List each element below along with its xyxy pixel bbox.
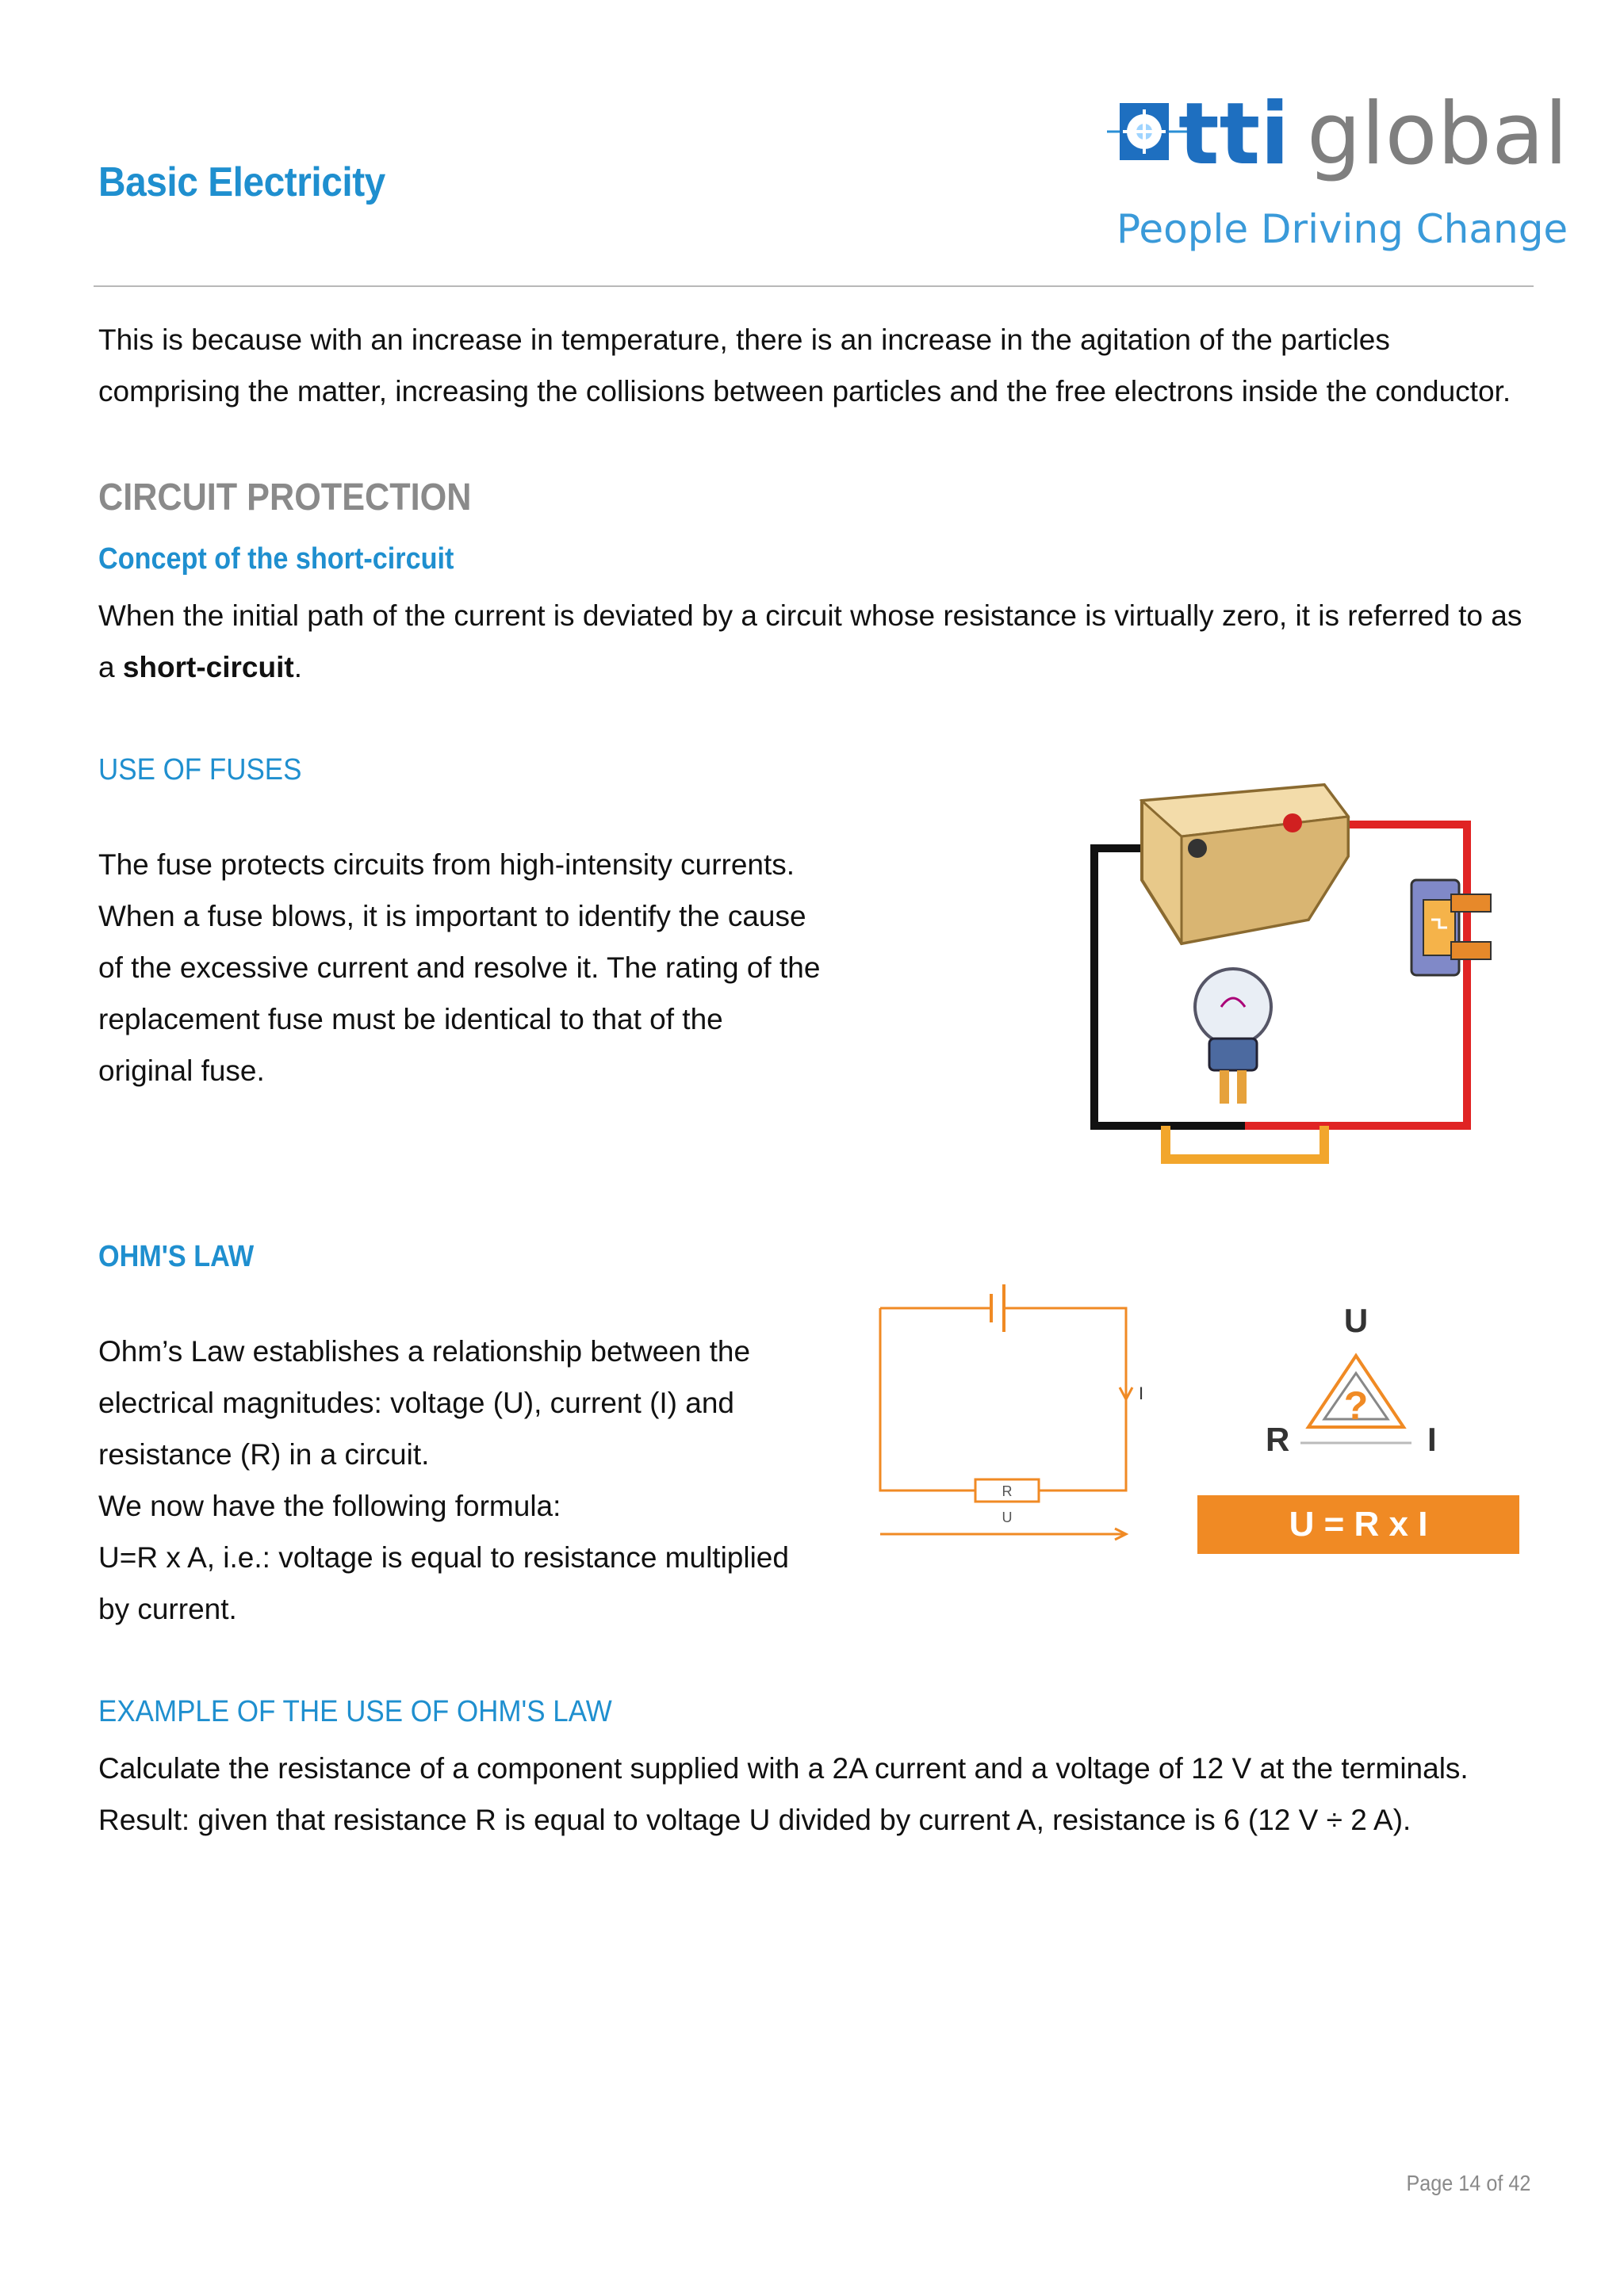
example-paragraph [98,1743,1534,1846]
battery-icon [1142,785,1348,943]
triangle-question-mark: ? [1343,1383,1369,1428]
jumper-wire [1166,1126,1324,1159]
header-divider [94,285,1534,287]
fuses-paragraph [98,839,891,1096]
page-title: Basic Electricity [98,159,385,205]
ohms-law-paragraph [98,1326,891,1635]
current-label: I [1139,1383,1144,1403]
short-circuit-term: short-circuit [122,651,294,683]
ohms-law-line: We now have the following formula: [98,1490,561,1522]
ohms-law-formula-box [1197,1495,1519,1554]
company-logo [1099,85,1568,258]
logo-text-tti: tti [1178,85,1290,184]
page-number: Page 14 of 42 [1406,2171,1530,2195]
ohms-law-formula: U = R x I [1289,1505,1428,1544]
short-circuit-text: When the initial path of the current is deviated by a circuit whose resistance is virtually zero, it is referred to as a [98,599,1522,683]
subheading-short-circuit: Concept of the short-circuit [98,542,454,576]
ohms-law-line: U=R x A, i.e.: voltage is equal to resistance multiplied [98,1541,789,1574]
voltage-label: U [1002,1510,1013,1525]
fuses-line: When a fuse blows, it is important to identify the cause [98,900,806,932]
fuses-line: original fuse. [98,1054,265,1087]
short-circuit-paragraph [98,590,1534,693]
triangle-u-label: U [1343,1302,1369,1339]
section-heading-circuit-protection: CIRCUIT PROTECTION [98,476,472,519]
triangle-i-label: I [1427,1421,1437,1458]
short-circuit-text-end: . [293,651,302,683]
example-line: Calculate the resistance of a component supplied with a 2A current and a voltage of 12 V at the terminals. [98,1752,1469,1785]
example-line: Result: given that resistance R is equal to voltage U divided by current A, resistance is 6 (12 V ÷ 2 A). [98,1804,1411,1836]
resistor-label: R [1002,1483,1013,1499]
section-heading-example: EXAMPLE OF THE USE OF OHM'S LAW [98,1695,612,1728]
fuses-line: of the excessive current and resolve it. The rating of the [98,951,821,984]
ohms-law-line: by current. [98,1593,237,1625]
fuses-line: The fuse protects circuits from high-intensity currents. [98,848,795,881]
ohms-law-line: resistance (R) in a circuit. [98,1438,430,1471]
section-heading-fuses: USE OF FUSES [98,753,302,786]
fuse-circuit-illustration [1063,753,1507,1189]
fuse-icon [1411,880,1491,975]
intro-paragraph [98,314,1526,417]
logo-text-global: global [1307,85,1568,184]
intro-text: This is because with an increase in temperature, there is an increase in the agitation of the particles comprising the matter, increasing the collisions between particles and the free electrons inside the conductor. [98,323,1511,408]
logo-tagline: People Driving Change [1116,206,1568,252]
ohms-law-line: electrical magnitudes: voltage (U), current (I) and [98,1387,735,1419]
ohms-law-line: Ohm’s Law establishes a relationship between the [98,1335,751,1368]
fuses-line: replacement fuse must be identical to that of the [98,1003,723,1035]
ohms-law-triangle [1253,1300,1459,1459]
bulb-icon [1195,969,1271,1104]
triangle-r-label: R [1266,1421,1290,1458]
ohms-law-circuit-diagram [872,1276,1174,1546]
section-heading-ohms-law: OHM'S LAW [98,1240,255,1273]
